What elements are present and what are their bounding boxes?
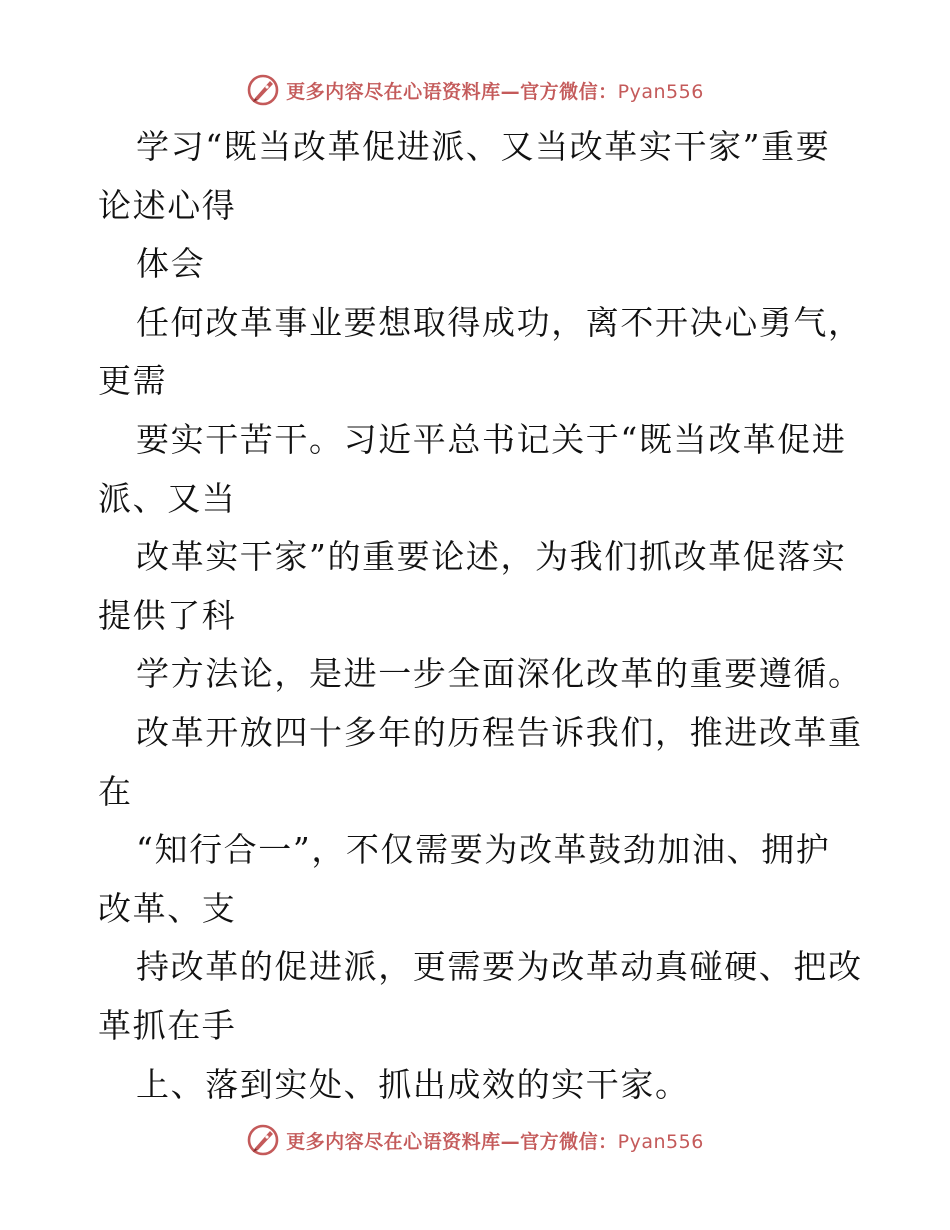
paragraph-line: 在: [98, 771, 133, 811]
paragraph-line: 改革开放四十多年的历程告诉我们，推进改革重: [136, 712, 863, 752]
paragraph-line: 持改革的促进派，更需要为改革动真碰硬、把改: [136, 947, 863, 987]
footer-banner-text: 更多内容尽在心语资料库—官方微信：Pyan556: [286, 1130, 704, 1153]
title-line-3: 体会: [136, 244, 206, 284]
header-banner-text: 更多内容尽在心语资料库—官方微信：Pyan556: [286, 80, 704, 103]
header-watermark-banner: [0, 70, 950, 110]
paragraph-line: 改革、支: [98, 888, 237, 928]
paragraph-line: 要实干苦干。习近平总书记关于“既当改革促进: [136, 419, 847, 459]
paragraph-line: 任何改革事业要想取得成功，离不开决心勇气，: [136, 302, 863, 342]
footer-wechat-id: Pyan556: [617, 1130, 704, 1153]
paragraph-line: 改革实干家”的重要论述，为我们抓改革促落实: [136, 537, 847, 577]
paragraph-line: “知行合一”，不仅需要为改革鼓劲加油、拥护: [136, 830, 831, 870]
document-body: [98, 118, 863, 1114]
footer-watermark-banner: [0, 1120, 950, 1160]
paragraph-line: 提供了科: [98, 595, 237, 635]
header-banner-inner: [246, 73, 704, 107]
quill-pen-logo-icon: [246, 1123, 280, 1157]
footer-banner-inner: [246, 1123, 704, 1157]
header-wechat-id: Pyan556: [617, 80, 704, 103]
paragraph-line: 学方法论，是进一步全面深化改革的重要遵循。: [136, 654, 863, 694]
title-line-2: 论述心得: [98, 185, 237, 225]
title-line-1: 学习“既当改革促进派、又当改革实干家”重要: [136, 127, 831, 166]
paragraph-line: 更需: [98, 361, 168, 401]
paragraph-line: 上、落到实处、抓出成效的实干家。: [136, 1064, 690, 1104]
paragraph-line: 派、又当: [98, 478, 237, 518]
quill-pen-logo-icon: [246, 73, 280, 107]
paragraph-line: 革抓在手: [98, 1005, 237, 1045]
